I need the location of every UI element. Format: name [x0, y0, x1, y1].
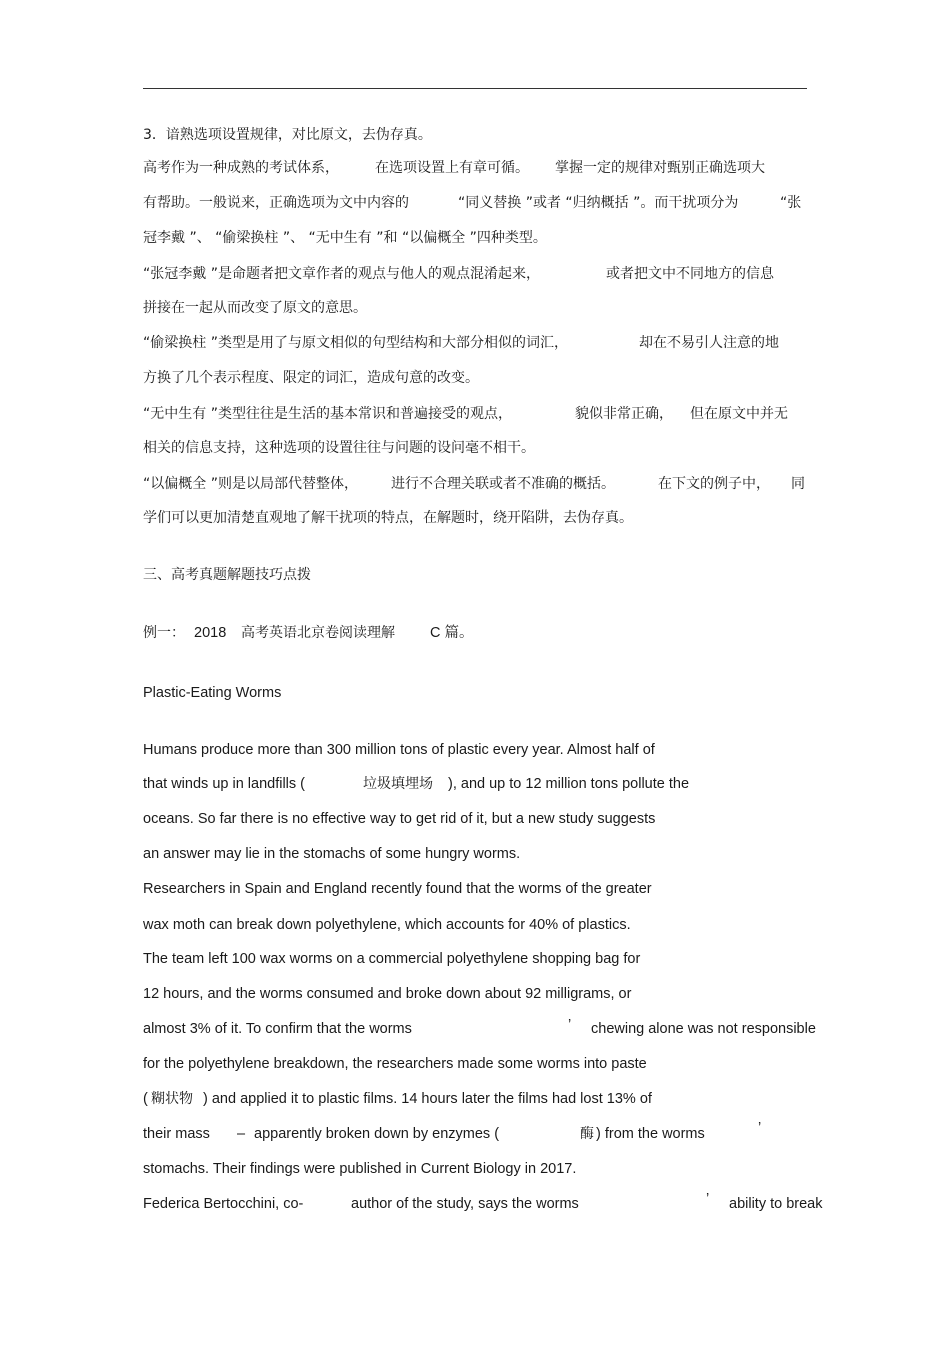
paragraph-line: 或者把文中不同地方的信息 — [606, 266, 774, 282]
paragraph-line: 相关的信息支持，这种选项的设置往往与问题的设问毫不相干。 — [143, 440, 535, 456]
article-line: ) from the worms — [596, 1126, 705, 1142]
paragraph-line: “偷梁换柱 ”类型是用了与原文相似的句型结构和大部分相似的词汇， — [143, 335, 568, 351]
paragraph-line: 进行不合理关联或者不准确的概括。 — [391, 476, 615, 492]
paragraph-line: 学们可以更加清楚直观地了解干扰项的特点，在解题时，绕开陷阱，去伪存真。 — [143, 510, 633, 526]
article-apostrophe: ’ — [758, 1120, 762, 1136]
article-dash: – — [237, 1126, 246, 1142]
section-title: 三、高考真题解题技巧点拨 — [143, 567, 311, 583]
article-line: stomachs. Their findings were published in Current Biology in 2017. — [143, 1161, 577, 1177]
example-passage: C 篇。 — [430, 625, 474, 641]
paragraph-line: “同义替换 ”或者 “归纳概括 ”。而干扰项分为 — [458, 195, 739, 211]
article-line: author of the study, says the worms — [351, 1196, 579, 1212]
article-line: ( — [143, 1091, 148, 1107]
article-line: ability to break — [729, 1196, 823, 1212]
example-prefix: 例一： — [143, 625, 185, 641]
article-line: 12 hours, and the worms consumed and broke down about 92 milligrams, or — [143, 986, 632, 1002]
article-gloss: 糊状物 — [151, 1091, 193, 1107]
article-gloss: 酶 — [580, 1126, 594, 1142]
paragraph-line: 高考作为一种成熟的考试体系， — [143, 160, 339, 176]
paragraph-line: 冠李戴 ”、 “偷梁换柱 ”、 “无中生有 ”和 “以偏概全 ”四种类型。 — [143, 230, 547, 246]
paragraph-line: 貌似非常正确， — [575, 406, 673, 422]
paragraph-line: 在下文的例子中， — [658, 476, 770, 492]
article-apostrophe: ’ — [568, 1017, 572, 1033]
paragraph-line: 有帮助。一般说来，正确选项为文中内容的 — [143, 195, 409, 211]
article-title: Plastic-Eating Worms — [143, 685, 282, 701]
paragraph-line: “张冠李戴 ”是命题者把文章作者的观点与他人的观点混淆起来， — [143, 266, 540, 282]
article-line: that winds up in landfills ( — [143, 776, 305, 792]
article-line: apparently broken down by enzymes ( — [254, 1126, 500, 1142]
article-line: Researchers in Spain and England recently found that the worms of the greater — [143, 881, 652, 897]
article-line: an answer may lie in the stomachs of some hungry worms. — [143, 846, 521, 862]
paragraph-line: “以偏概全 ”则是以局部代替整体， — [143, 476, 358, 492]
paragraph-line: 方换了几个表示程度、限定的词汇，造成句意的改变。 — [143, 370, 479, 386]
article-line: ) and applied it to plastic films. 14 hours later the films had lost 13% of — [203, 1091, 652, 1107]
article-line: their mass — [143, 1126, 210, 1142]
paragraph-line: 同 — [791, 476, 805, 492]
article-line: almost 3% of it. To confirm that the worms — [143, 1021, 412, 1037]
article-line: oceans. So far there is no effective way to get rid of it, but a new study suggests — [143, 811, 656, 827]
header-rule — [143, 88, 807, 89]
example-year: 2018 — [194, 625, 227, 641]
article-gloss: 垃圾填埋场 — [363, 776, 433, 792]
article-line: The team left 100 wax worms on a commercial polyethylene shopping bag for — [143, 951, 641, 967]
article-line: wax moth can break down polyethylene, which accounts for 40% of plastics. — [143, 917, 631, 933]
paragraph-line: 但在原文中并无 — [690, 406, 788, 422]
paragraph-line: 掌握一定的规律对甄别正确选项大 — [555, 160, 765, 176]
section-heading: 3．谙熟选项设置规律，对比原文，去伪存真。 — [143, 127, 432, 143]
paragraph-line: “张 — [780, 195, 802, 211]
example-source: 高考英语北京卷阅读理解 — [241, 625, 395, 641]
paragraph-line: 却在不易引人注意的地 — [639, 335, 779, 351]
paragraph-line: 拼接在一起从而改变了原文的意思。 — [143, 300, 367, 316]
article-line: for the polyethylene breakdown, the researchers made some worms into paste — [143, 1056, 647, 1072]
article-line: chewing alone was not responsible — [591, 1021, 816, 1037]
article-apostrophe: ’ — [706, 1191, 710, 1207]
article-line: Humans produce more than 300 million tons of plastic every year. Almost half of — [143, 742, 655, 758]
paragraph-line: “无中生有 ”类型往往是生活的基本常识和普遍接受的观点， — [143, 406, 512, 422]
article-line: Federica Bertocchini, co- — [143, 1196, 304, 1212]
article-line: ), and up to 12 million tons pollute the — [448, 776, 690, 792]
paragraph-line: 在选项设置上有章可循。 — [375, 160, 529, 176]
